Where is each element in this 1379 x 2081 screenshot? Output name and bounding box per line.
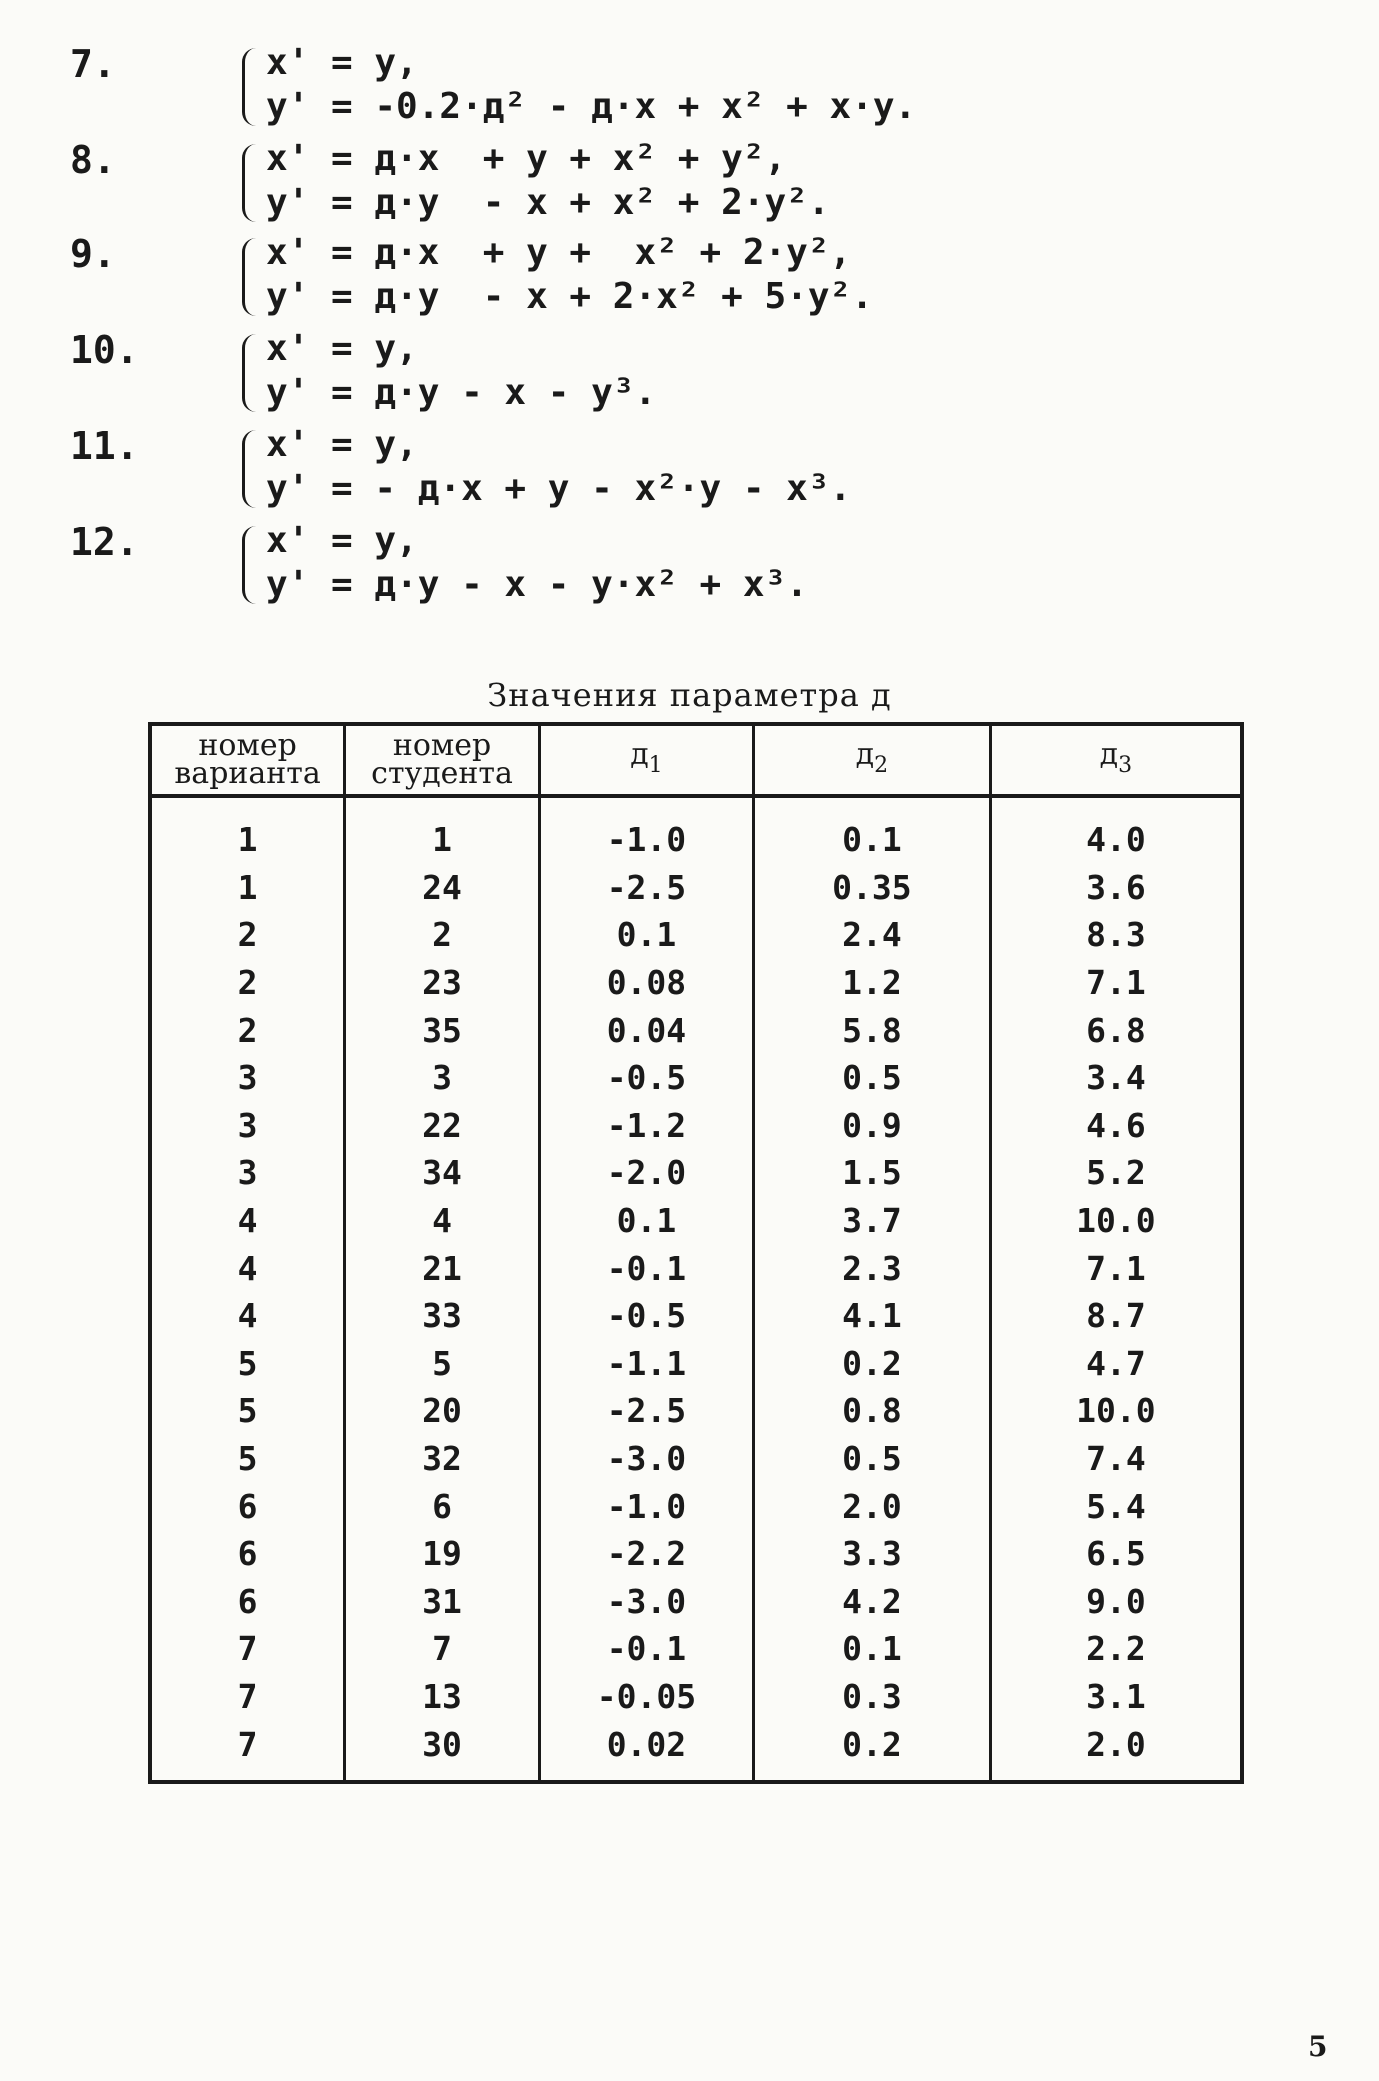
student-cell: 33 [345,1292,540,1340]
d1-cell: -2.2 [539,1530,753,1578]
student-cell: 35 [345,1006,540,1054]
equation-line-x: x' = y, [266,520,418,561]
equation-line-x: x' = y, [266,42,418,83]
variant-cell: 7 [237,1629,258,1669]
page-number: 5 [1308,2030,1328,2063]
d2-cell: 0.8 [754,1387,991,1435]
d3-cell: 3.6 [990,864,1242,912]
d2-cell: 0.9 [754,1102,991,1150]
variant-cell: 6 [237,1486,258,1526]
d3-cell: 10.0 [990,1197,1242,1245]
student-cell: 2 [345,911,540,959]
d2-cell: 0.35 [754,864,991,912]
student-cell: 20 [345,1387,540,1435]
student-cell: 31 [345,1578,540,1626]
d2-cell: 0.1 [754,796,991,864]
table-row [150,1292,1242,1340]
equation-line-y: y' = д·y - x - y³. [266,372,657,413]
d3-cell: 7.4 [990,1435,1242,1483]
table-row [150,1054,1242,1102]
d3-cell: 3.1 [990,1673,1242,1721]
equation-line-y: y' = д·y - x + x² + 2·y². [266,182,830,223]
variant-cell: 6 [237,1534,258,1574]
header-d3 [990,724,1242,796]
table-row [150,1435,1242,1483]
table-row [150,1530,1242,1578]
variant-cell: 5 [237,1343,258,1383]
table-row [150,864,1242,912]
d1-cell: -1.0 [539,1482,753,1530]
d1-cell: 0.02 [539,1720,753,1782]
variant-cell: 3 [237,1058,258,1098]
equation-line-y: y' = - д·x + y - x²·y - x³. [266,468,852,509]
table-row [150,959,1242,1007]
student-cell: 19 [345,1530,540,1578]
d2-cell: 0.5 [754,1435,991,1483]
d1-cell: -0.5 [539,1292,753,1340]
d3-cell: 4.0 [990,796,1242,864]
d3-cell: 10.0 [990,1387,1242,1435]
equation-line-x: x' = y, [266,424,418,465]
d2-cell: 1.2 [754,959,991,1007]
variant-cell: 5 [237,1439,258,1479]
left-brace-icon [242,526,259,604]
d2-cell: 1.5 [754,1149,991,1197]
table-row [150,1578,1242,1626]
variant-cell: 7 [237,1724,258,1764]
d3-cell: 6.5 [990,1530,1242,1578]
equation-line-x: x' = д·x + y + x² + 2·y², [266,232,852,273]
table-row [150,1673,1242,1721]
header-d2 [754,724,991,796]
left-brace-icon [242,334,259,412]
d2-cell: 0.3 [754,1673,991,1721]
header-variant: номер варианта [150,724,345,796]
left-brace-icon [242,48,259,126]
d1-cell: 0.04 [539,1006,753,1054]
table-row [150,1340,1242,1388]
variant-cell: 2 [237,915,258,955]
equation-number: 10. [70,328,139,372]
d2-cell: 2.4 [754,911,991,959]
variant-cell: 2 [237,963,258,1003]
student-cell: 24 [345,864,540,912]
d1-cell: -0.05 [539,1673,753,1721]
table-row [150,911,1242,959]
variant-cell: 5 [237,1391,258,1431]
equation-number: 9. [70,232,116,276]
header-student: номер студента [345,724,540,796]
variant-cell: 1 [237,867,258,907]
student-cell: 3 [345,1054,540,1102]
d3-cell: 8.3 [990,911,1242,959]
variant-cell: 4 [237,1248,258,1288]
d3-cell: 7.1 [990,1244,1242,1292]
d2-cell: 0.5 [754,1054,991,1102]
d3-cell: 6.8 [990,1006,1242,1054]
table-row [150,1244,1242,1292]
header-d1 [539,724,753,796]
d2-cell: 3.7 [754,1197,991,1245]
d1-cell: -1.1 [539,1340,753,1388]
variant-cell: 1 [237,820,258,860]
d1-cell: -0.1 [539,1244,753,1292]
d2-cell: 3.3 [754,1530,991,1578]
student-cell: 5 [345,1340,540,1388]
equation-number: 8. [70,138,116,182]
student-cell: 1 [345,796,540,864]
header-d1-symbol: д [630,736,649,772]
left-brace-icon [242,238,259,316]
table-row [150,1006,1242,1054]
d2-cell: 4.2 [754,1578,991,1626]
header-d1-subscript: 1 [648,752,663,778]
d1-cell: -2.5 [539,864,753,912]
student-cell: 7 [345,1625,540,1673]
table-row [150,1625,1242,1673]
d3-cell: 8.7 [990,1292,1242,1340]
d1-cell: -0.5 [539,1054,753,1102]
student-cell: 23 [345,959,540,1007]
table-caption: Значения параметра д [487,676,892,714]
variant-cell: 4 [237,1296,258,1336]
d1-cell: -1.0 [539,796,753,864]
equation-line-y: y' = -0.2·д² - д·x + x² + x·y. [266,86,917,127]
d3-cell: 5.4 [990,1482,1242,1530]
d2-cell: 2.0 [754,1482,991,1530]
student-cell: 4 [345,1197,540,1245]
variant-cell: 6 [237,1581,258,1621]
d1-cell: 0.1 [539,1197,753,1245]
header-d2-subscript: 2 [874,752,889,778]
student-cell: 22 [345,1102,540,1150]
d1-cell: -2.5 [539,1387,753,1435]
d1-cell: -2.0 [539,1149,753,1197]
student-cell: 30 [345,1720,540,1782]
variant-cell: 4 [237,1201,258,1241]
variant-cell: 2 [237,1010,258,1050]
student-cell: 6 [345,1482,540,1530]
d3-cell: 9.0 [990,1578,1242,1626]
d1-cell: -1.2 [539,1102,753,1150]
d1-cell: -0.1 [539,1625,753,1673]
d3-cell: 2.0 [990,1720,1242,1782]
d3-cell: 2.2 [990,1625,1242,1673]
d3-cell: 7.1 [990,959,1242,1007]
equation-number: 12. [70,520,139,564]
equation-line-x: x' = y, [266,328,418,369]
d1-cell: 0.08 [539,959,753,1007]
table-row [150,1387,1242,1435]
table-row [150,796,1242,864]
equation-line-y: y' = д·y - x + 2·x² + 5·y². [266,276,873,317]
variant-cell: 7 [237,1676,258,1716]
equation-number: 7. [70,42,116,86]
table-body [150,796,1242,1782]
variant-cell: 3 [237,1153,258,1193]
equation-line-x: x' = д·x + y + x² + y², [266,138,787,179]
left-brace-icon [242,144,259,222]
parameter-table [148,722,1244,1784]
student-cell: 13 [345,1673,540,1721]
header-d2-symbol: д [855,736,875,772]
table-row [150,1197,1242,1245]
d3-cell: 3.4 [990,1054,1242,1102]
header-d3-symbol: д [1099,736,1119,772]
header-d3-subscript: 3 [1118,752,1133,778]
student-cell: 21 [345,1244,540,1292]
d2-cell: 0.2 [754,1340,991,1388]
d2-cell: 0.2 [754,1720,991,1782]
table-header-row [150,724,1242,796]
d3-cell: 4.6 [990,1102,1242,1150]
d1-cell: -3.0 [539,1435,753,1483]
d1-cell: -3.0 [539,1578,753,1626]
left-brace-icon [242,430,259,508]
variant-cell: 3 [237,1105,258,1145]
student-cell: 34 [345,1149,540,1197]
table-row [150,1720,1242,1782]
d3-cell: 5.2 [990,1149,1242,1197]
table-row [150,1102,1242,1150]
equation-number: 11. [70,424,139,468]
d3-cell: 4.7 [990,1340,1242,1388]
table-row [150,1149,1242,1197]
table-row [150,1482,1242,1530]
d2-cell: 5.8 [754,1006,991,1054]
student-cell: 32 [345,1435,540,1483]
d2-cell: 2.3 [754,1244,991,1292]
d1-cell: 0.1 [539,911,753,959]
d2-cell: 0.1 [754,1625,991,1673]
equation-line-y: y' = д·y - x - y·x² + x³. [266,564,808,605]
d2-cell: 4.1 [754,1292,991,1340]
